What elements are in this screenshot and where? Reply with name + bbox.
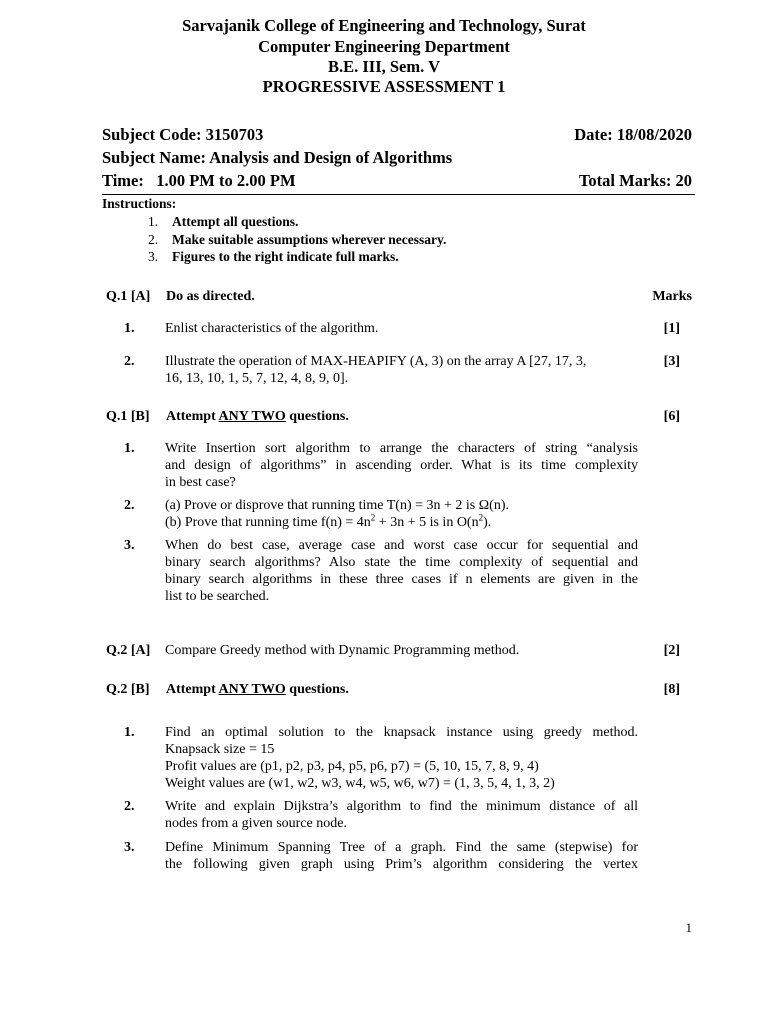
question-text (165, 497, 638, 531)
instruction-num: 3. (148, 249, 159, 264)
text-line: Illustrate the operation of MAX-HEAPIFY (A, 3) on the array A [27, 17, 3, (165, 354, 587, 369)
subject-name: Subject Name: Analysis and Design of Algorithms (102, 148, 453, 167)
question-label: Q.1 [B] (106, 409, 150, 424)
instruction-num: 1. (148, 214, 159, 229)
question-title (166, 408, 349, 425)
item-number: 2. (124, 354, 135, 369)
text-line: Knapsack size = 15 (165, 742, 275, 757)
text-part: ). (483, 515, 492, 530)
title-underlined: ANY TWO (218, 682, 286, 697)
question-text: Compare Greedy method with Dynamic Programming method. (165, 643, 520, 658)
item-number: 1. (124, 441, 135, 456)
total-marks: Total Marks: 20 (578, 171, 692, 190)
text-line: Write and explain Dijkstra’s algorithm to find the minimum distance of all (165, 799, 638, 814)
question-label: Q.2 [B] (106, 682, 150, 697)
superscript: 2 (370, 512, 376, 523)
text-part: + 3n + 5 is in O(n (375, 515, 479, 530)
instructions-title: Instructions: (102, 196, 177, 211)
text-line: Define Minimum Spanning Tree of a graph. Find the same (stepwise) for (165, 840, 638, 855)
question-text (165, 440, 638, 491)
item-number: 3. (124, 538, 135, 553)
assessment-title: PROGRESSIVE ASSESSMENT 1 (262, 77, 506, 96)
exam-date: Date: 18/08/2020 (574, 125, 692, 144)
item-number: 3. (124, 840, 135, 855)
instruction-item: Figures to the right indicate full marks. (172, 249, 399, 264)
question-label: Q.2 [A] (106, 643, 151, 658)
instruction-item: Make suitable assumptions wherever necessary. (172, 232, 447, 247)
instruction-item: Attempt all questions. (172, 214, 299, 229)
item-marks: [3] (663, 354, 680, 369)
text-line: Write Insertion sort algorithm to arrange the characters of string “analysis (165, 441, 638, 456)
question-text (165, 724, 638, 792)
text-line: Profit values are (p1, p2, p3, p4, p5, p6, p7) = (5, 10, 15, 7, 8, 9, 4) (165, 759, 539, 774)
question-marks: [2] (663, 643, 680, 658)
title-pre: Attempt (166, 682, 219, 697)
question-text (165, 353, 638, 387)
title-post: questions. (285, 682, 349, 697)
item-number: 2. (124, 799, 135, 814)
text-line: When do best case, average case and worst case occur for sequential and (165, 538, 638, 553)
title-post: questions. (285, 409, 349, 424)
question-marks: [6] (663, 409, 680, 424)
semester: B.E. III, Sem. V (327, 57, 440, 76)
text-line: and design of algorithms” in ascending order. What is its time complexity (165, 458, 638, 473)
question-text (165, 839, 638, 873)
title-underlined: ANY TWO (218, 409, 286, 424)
text-line: (a) Prove or disprove that running time T(n) = 3n + 2 is Ω(n). (165, 498, 509, 513)
item-marks: [1] (663, 321, 680, 336)
text-line: binary search algorithms? Also state the time complexity of sequential and (165, 555, 638, 570)
question-title: Do as directed. (166, 289, 255, 304)
text-line: the following given graph using Prim’s algorithm considering the vertex (165, 857, 638, 872)
text-line: in best case? (165, 475, 236, 490)
department-name: Computer Engineering Department (258, 37, 510, 56)
college-name: Sarvajanik College of Engineering and Technology, Surat (182, 16, 586, 35)
subject-code: Subject Code: 3150703 (102, 125, 264, 144)
text-line: Find an optimal solution to the knapsack instance using greedy method. (165, 725, 638, 740)
divider (102, 194, 695, 195)
page-number: 1 (685, 920, 692, 935)
superscript: 2 (478, 512, 484, 523)
marks-header: Marks (652, 289, 692, 304)
item-number: 2. (124, 498, 135, 513)
text-line: binary search algorithms in these three cases if n elements are given in the (165, 572, 638, 587)
item-number: 1. (124, 321, 135, 336)
text-line: list to be searched. (165, 589, 270, 604)
question-text (165, 537, 638, 605)
text-line: nodes from a given source node. (165, 816, 347, 831)
question-text: Enlist characteristics of the algorithm. (165, 321, 379, 336)
question-label: Q.1 [A] (106, 289, 151, 304)
text-line: Weight values are (w1, w2, w3, w4, w5, w6, w7) = (1, 3, 5, 4, 1, 3, 2) (165, 776, 555, 791)
question-text (165, 798, 638, 832)
instruction-num: 2. (148, 232, 159, 247)
item-number: 1. (124, 725, 135, 740)
text-line: 16, 13, 10, 1, 5, 7, 12, 4, 8, 9, 0]. (165, 371, 349, 386)
text-part: (b) Prove that running time f(n) = 4n (165, 515, 371, 530)
exam-time: Time: 1.00 PM to 2.00 PM (102, 171, 296, 190)
text-line (165, 514, 638, 531)
question-marks: [8] (663, 682, 680, 697)
question-title (166, 681, 349, 698)
title-pre: Attempt (166, 409, 219, 424)
